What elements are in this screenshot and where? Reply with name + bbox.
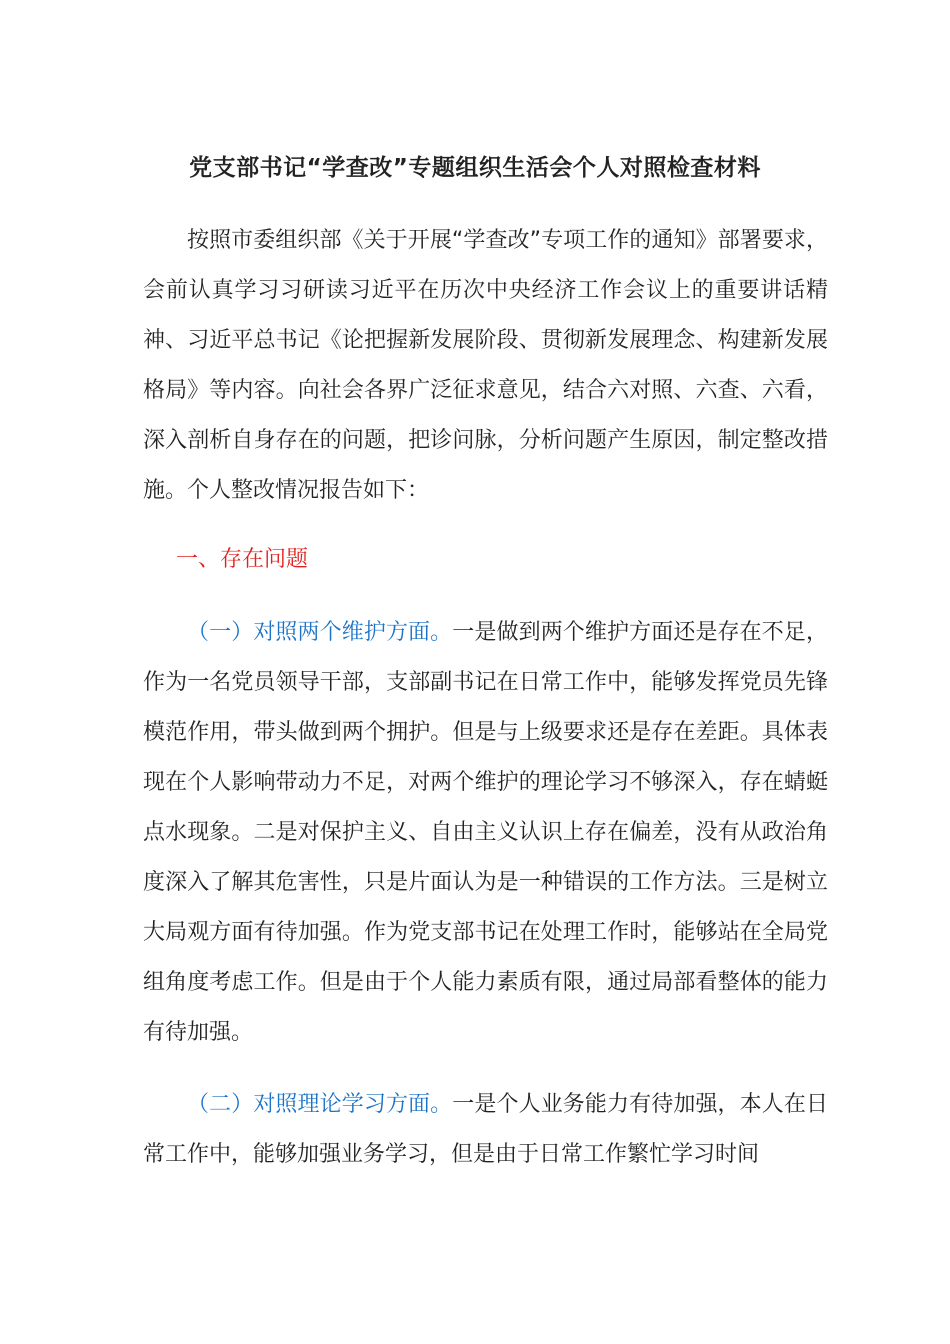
subsection-2-paragraph [143,1080,828,1180]
subsection-2-label: （二）对照理论学习方面。 [187,1092,453,1117]
section-heading-problems: 一、存在问题 [176,547,309,572]
subsection-1-paragraph [143,608,828,1058]
subsection-2-body: 一是个人业务能力有待加强，本人在日常工作中，能够加强业务学习，但是由于日常工作繁忙学习时间 [143,1092,828,1167]
document-title: 党支部书记“学查改”专题组织生活会个人对照检查材料 [189,155,761,181]
subsection-1-label: （一）对照两个维护方面。 [187,620,453,645]
intro-paragraph: 按照市委组织部《关于开展“学查改”专项工作的通知》部署要求，会前认真学习习研读习近平在历次中央经济工作会议上的重要讲话精神、习近平总书记《论把握新发展阶段、贯彻新发展理念、构建新发展格局》等内容。向社会各界广泛征求意见，结合六对照、六查、六看，深入剖析自身存在的问题，把诊问脉，分析问题产生原因，制定整改措施。个人整改情况报告如下： [143,228,828,503]
subsection-1-body: 一是做到两个维护方面还是存在不足，作为一名党员领导干部，支部副书记在日常工作中，能够发挥党员先锋模范作用，带头做到两个拥护。但是与上级要求还是存在差距。具体表现在个人影响带动力不足，对两个维护的理论学习不够深入，存在蜻蜓点水现象。二是对保护主义、自由主义认识上存在偏差，没有从政治角度深入了解其危害性，只是片面认为是一种错误的工作方法。三是树立大局观方面有待加强。作为党支部书记在处理工作时，能够站在全局党组角度考虑工作。但是由于个人能力素质有限，通过局部看整体的能力有待加强。 [143,620,828,1045]
